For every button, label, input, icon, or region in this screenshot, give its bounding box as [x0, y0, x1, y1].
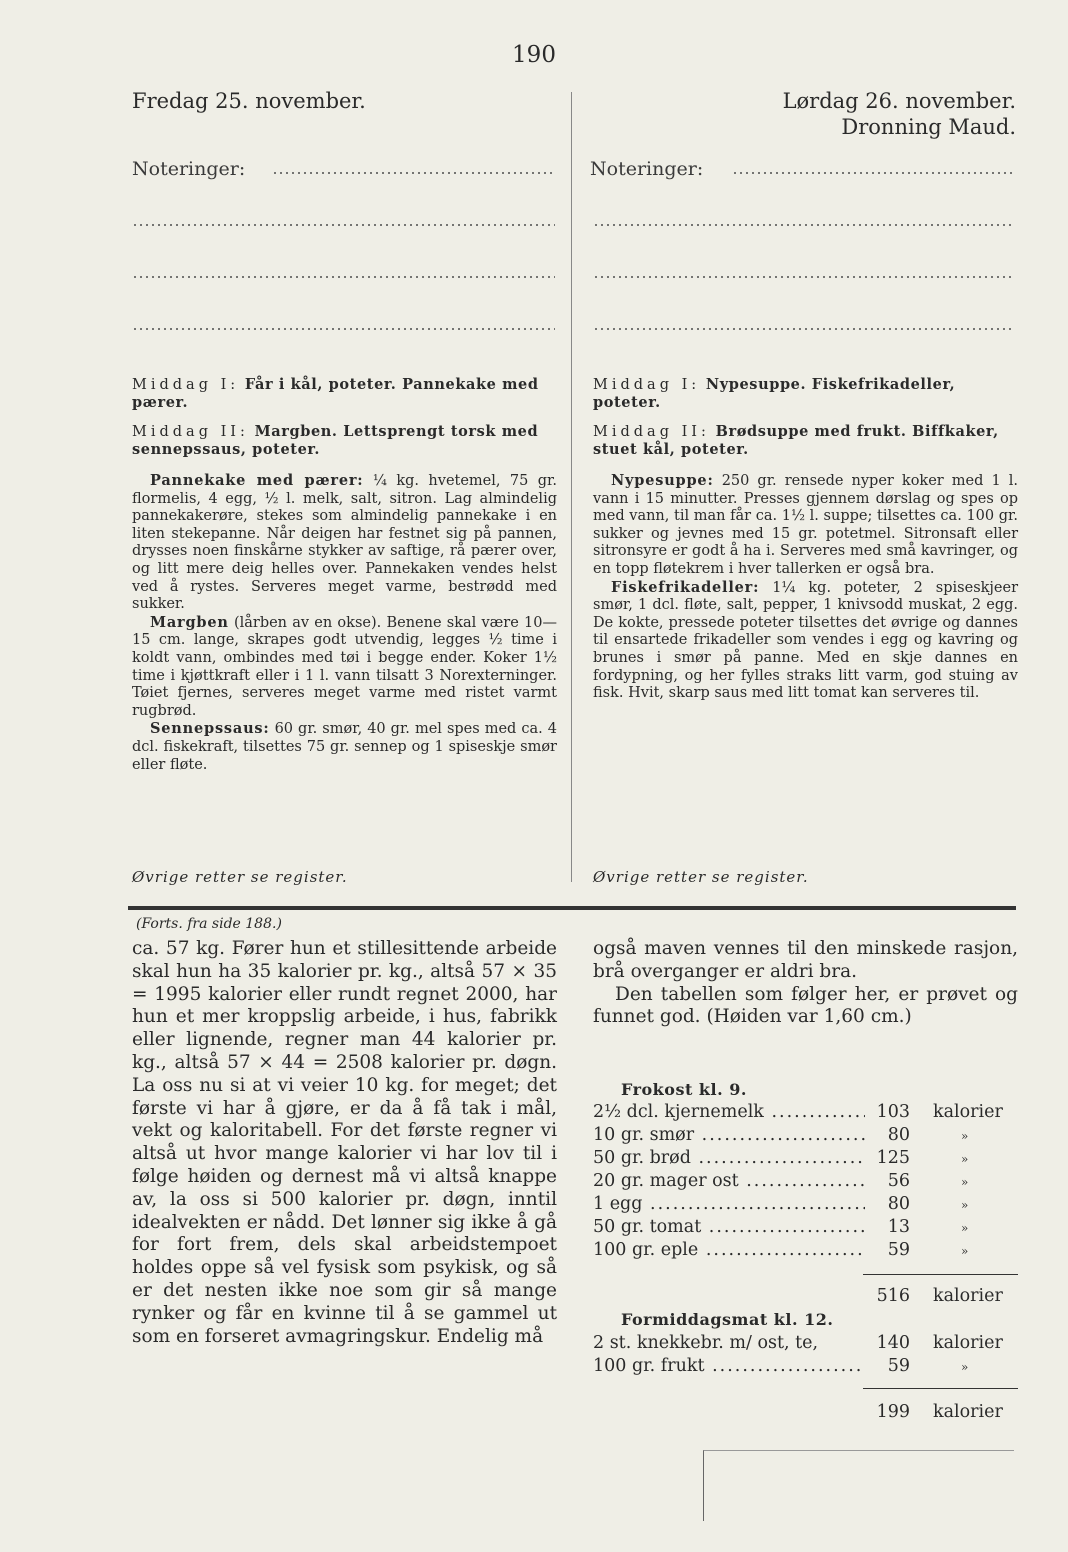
- table-row: [593, 1102, 1018, 1124]
- row-item: 1 egg .....: [593, 1194, 865, 1214]
- recipe: [132, 472, 557, 614]
- table-row: [593, 1333, 1018, 1355]
- left-notes-label: Noteringer:: [132, 158, 246, 180]
- middag-label: Middag II:: [132, 424, 249, 440]
- left-notes-line: [132, 276, 555, 278]
- row-unit: »: [961, 1221, 969, 1235]
- row-unit: »: [961, 1175, 969, 1189]
- row-kcal: 80: [887, 1194, 910, 1214]
- right-day-title: [783, 88, 1016, 140]
- table-row: [593, 1194, 1018, 1216]
- recipe: [593, 472, 1018, 579]
- row-item: 2 st. knekkebr. m/ ost, te,: [593, 1333, 819, 1353]
- sum-line: [863, 1388, 1018, 1389]
- left-menu: [132, 376, 557, 470]
- article-paragraph: ca. 57 kg. Fører hun et stillesittende arbeide skal hun ha 35 kalorier pr. kg., altså 57 × 35 = 1995 kalorier eller rundt regnet 2000, har hun et mer kroppslig arbeide, i hus, fabrikk eller lignende, regner man 44 kalorier pr. kg., altså 57 × 44 = 2508 kalorier pr. døgn. La oss nu si at vi veier 10 kg. for meget; det første vi har å gjøre, er da å få tak i mål, vekt og kaloritabell. For det første regner vi altså ut hvor mange kalorier vi har lov til i følge høiden og dernest må vi altså knappe av, la oss si 500 kalorier pr. døgn, inntil idealvekten er nådd. Det lønner sig ikke å gå for fort frem, dels skal arbeidstempoet holdes oppe så vel fysisk som psykisk, og så er det nesten ikke noe som gir så mange rynker og får en kvinne til å se gammel ut som en forseret avmagringskur. Endelig må: [132, 938, 557, 1347]
- right-other-dishes: Øvrige retter se register.: [593, 868, 809, 886]
- recipe-name: Nypesuppe:: [611, 472, 714, 489]
- right-notes-line: [732, 172, 1014, 174]
- recipe-text: 60 gr. smør, 40 gr. mel spes med ca. 4 dcl. fiskekraft, tilsettes 75 gr. sennep og 1 spiseskje smør eller fløte.: [132, 721, 557, 773]
- recipe: [132, 720, 557, 774]
- recipe-text: 1¼ kg. poteter, 2 spiseskjeer smør, 1 dcl. fløte, salt, pepper, 1 knivsodd muskat, 2 egg. De kokte, pressede poteter tilsettes det øvrige og dannes til ensartede frikadeller som vendes i egg og kavring og brunes i smør på panne. Med en skje dannes en fordypning, og her fylles straks litt varm, god stuing av fisk. Hvit, skarp saus med litt tomat kan serveres til.: [593, 579, 1019, 702]
- recipe: [593, 579, 1018, 703]
- recipe-text: (lårben av en okse). Benene skal være 10—15 cm. lange, skrapes godt utvendig, legges ½ time i koldt vann, ombindes med tøi i begge ender. Koker 1½ time i kjøttkraft eller i 1 l. vann tilsatt 3 Norexterninger. Tøiet fjernes, serveres meget varme med ristet varmt rugbrød.: [132, 614, 557, 719]
- table-row: [593, 1240, 1018, 1262]
- recipe-name: Sennepssaus:: [150, 720, 270, 738]
- row-unit: kalorier: [933, 1102, 1003, 1122]
- row-item: 100 gr. eple .....: [593, 1240, 865, 1260]
- table-row: [593, 1217, 1018, 1239]
- row-kcal: 103: [876, 1102, 910, 1122]
- total-unit: kalorier: [933, 1286, 1003, 1306]
- middag-text: Nypesuppe. Fiskefrikadeller, poteter.: [593, 376, 956, 411]
- right-notes-line: [593, 276, 1014, 278]
- table-row: [593, 1356, 1018, 1378]
- row-item: 50 gr. tomat .....: [593, 1217, 865, 1237]
- total-row: [593, 1402, 1018, 1424]
- article-right-column: [593, 938, 1018, 1029]
- recipe-name: Fiskefrikadeller:: [611, 578, 760, 596]
- right-menu: [593, 376, 1018, 470]
- left-notes-line: [132, 224, 555, 226]
- left-middag-1: [132, 376, 557, 411]
- total-kcal: 516: [876, 1286, 910, 1306]
- row-kcal: 13: [887, 1217, 910, 1237]
- recipe-text: 250 gr. rensede nyper koker med 1 l. vann i 15 minutter. Presses gjennem dørslag og spes op med vann, til man får ca. 1½ l. suppe; tilsettes ca. 100 gr. sukker og jevnes med 15 gr. potetmel. Sitronsaft eller sitronsyre er godt å ha i. Serveres med små kavringer, og en topp fløtekrem i hver tallerken er også bra.: [593, 473, 1019, 577]
- row-item: 2½ dcl. kjernemelk .....: [593, 1102, 865, 1122]
- row-kcal: 140: [876, 1333, 910, 1353]
- continued-label: (Forts. fra side 188.): [136, 916, 282, 932]
- row-item: 20 gr. mager ost .....: [593, 1171, 865, 1191]
- formiddag-heading: Formiddagsmat kl. 12.: [621, 1310, 834, 1329]
- page-number: 190: [512, 42, 556, 68]
- total-kcal: 199: [876, 1402, 910, 1422]
- middag-label: Middag II:: [593, 424, 710, 440]
- row-item: 100 gr. frukt .....: [593, 1356, 865, 1376]
- row-unit: »: [961, 1244, 969, 1258]
- row-item: 10 gr. smør .....: [593, 1125, 865, 1145]
- left-notes-line: [132, 328, 555, 330]
- right-middag-2: [593, 423, 1018, 458]
- row-kcal: 59: [887, 1240, 910, 1260]
- section-rule: [128, 906, 1016, 910]
- middag-text: Margben. Lettsprengt torsk med sennepssaus, poteter.: [132, 423, 539, 458]
- recipe: [132, 614, 557, 721]
- middag-label: Middag I:: [593, 377, 701, 393]
- total-row: [593, 1286, 1018, 1308]
- recipe-name: Margben: [150, 613, 229, 631]
- middag-text: Brødsuppe med frukt. Biffkaker, stuet kål, poteter.: [593, 423, 999, 458]
- article-paragraph: også maven vennes til den minskede rasjon, brå overganger er aldri bra.: [593, 938, 1018, 982]
- formiddag-table: [593, 1310, 1018, 1430]
- row-unit: kalorier: [933, 1333, 1003, 1353]
- column-divider: [571, 92, 572, 882]
- row-unit: »: [961, 1129, 969, 1143]
- recipe-text: ¼ kg. hvetemel, 75 gr. flormelis, 4 egg, ½ l. melk, salt, sitron. Lag almindelig pannekakerøre, stekes som almindelig pannekake i en liten stekepanne. Når deigen har festnet sig på pannen, drysses noen finskårne stykker av saftige, rå pærer over, og litt mere deig helles over. Pannekaken vendes helst ved å rystes. Serveres meget varme, bestrødd med sukker.: [132, 473, 557, 613]
- right-day-title-line2: Dronning Maud.: [841, 115, 1016, 139]
- right-notes-line: [593, 224, 1014, 226]
- row-unit: »: [961, 1198, 969, 1212]
- row-kcal: 80: [887, 1125, 910, 1145]
- right-notes-label: Noteringer:: [590, 158, 704, 180]
- left-notes-line: [272, 172, 555, 174]
- recipe-name: Pannekake med pærer:: [150, 472, 364, 489]
- frokost-heading: Frokost kl. 9.: [621, 1080, 747, 1099]
- table-row: [593, 1148, 1018, 1170]
- row-unit: »: [961, 1360, 969, 1374]
- row-kcal: 125: [876, 1148, 910, 1168]
- left-other-dishes: Øvrige retter se register.: [132, 868, 348, 886]
- article-paragraph: Den tabellen som følger her, er prøvet og funnet god. (Høiden var 1,60 cm.): [593, 983, 1018, 1028]
- left-middag-2: [132, 423, 557, 458]
- row-kcal: 56: [887, 1171, 910, 1191]
- right-middag-1: [593, 376, 1018, 411]
- left-day-title: Fredag 25. november.: [132, 89, 366, 113]
- frokost-table: [593, 1080, 1018, 1320]
- right-recipes: [593, 472, 1018, 703]
- left-recipes: [132, 472, 557, 774]
- right-day-title-line1: Lørdag 26. november.: [782, 89, 1016, 113]
- middag-text: Får i kål, poteter. Pannekake med pærer.: [132, 376, 539, 411]
- table-row: [593, 1125, 1018, 1147]
- table-row: [593, 1171, 1018, 1193]
- middag-label: Middag I:: [132, 377, 240, 393]
- row-item: 50 gr. brød .....: [593, 1148, 865, 1168]
- stamp-box: [703, 1450, 1014, 1521]
- row-kcal: 59: [887, 1356, 910, 1376]
- row-unit: »: [961, 1152, 969, 1166]
- article-left-column: [132, 938, 557, 1348]
- sum-line: [863, 1274, 1018, 1275]
- right-notes-line: [593, 328, 1014, 330]
- total-unit: kalorier: [933, 1402, 1003, 1422]
